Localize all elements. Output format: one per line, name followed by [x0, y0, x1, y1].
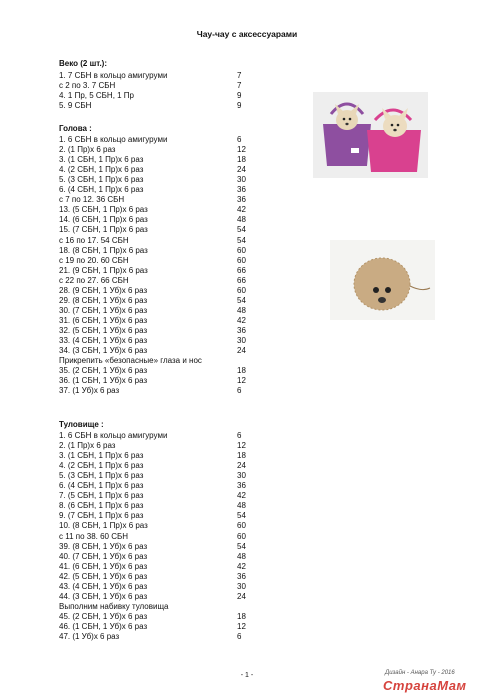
pattern-row-stitch-count: 24	[237, 346, 246, 356]
pattern-row-stitch-count: 66	[237, 265, 246, 275]
pattern-row-text: 9. (7 СБН, 1 Пр)х 6 раз	[59, 511, 144, 521]
pattern-row-text: с 7 по 12. 36 СБН	[59, 195, 125, 205]
pattern-row-text: 46. (1 СБН, 1 Уб)х 6 раз	[59, 621, 148, 631]
pattern-row-stitch-count: 9	[237, 91, 242, 101]
pattern-row-text: 6. (4 СБН, 1 Пр)х 6 раз	[59, 185, 144, 195]
pattern-row-text: 30. (7 СБН, 1 Уб)х 6 раз	[59, 305, 148, 315]
pattern-row-stitch-count: 48	[237, 551, 246, 561]
pattern-row-text: 40. (7 СБН, 1 Уб)х 6 раз	[59, 551, 148, 561]
pattern-row-stitch-count: 18	[237, 366, 246, 376]
pattern-row-text: 34. (3 СБН, 1 Уб)х 6 раз	[59, 346, 148, 356]
pattern-row-text: 5. (3 СБН, 1 Пр)х 6 раз	[59, 175, 144, 185]
pattern-row-stitch-count: 60	[237, 521, 246, 531]
pattern-row-text: 32. (5 СБН, 1 Уб)х 6 раз	[59, 325, 148, 335]
section-heading: Туловище :	[59, 420, 104, 429]
pattern-row-stitch-count: 60	[237, 245, 246, 255]
pattern-row-text: 39. (8 СБН, 1 Уб)х 6 раз	[59, 541, 148, 551]
pattern-row-text: 18. (8 СБН, 1 Пр)х 6 раз	[59, 245, 148, 255]
pattern-row-text: с 11 по 38. 60 СБН	[59, 531, 129, 541]
pattern-row-text: 4. (2 СБН, 1 Пр)х 6 раз	[59, 165, 144, 175]
pattern-row-text: 5. 9 СБН	[59, 101, 92, 111]
pattern-row-text: 33. (4 СБН, 1 Уб)х 6 раз	[59, 336, 148, 345]
pattern-row-text: 42. (5 СБН, 1 Уб)х 6 раз	[59, 571, 148, 581]
pattern-row-stitch-count: 36	[237, 185, 246, 195]
pattern-row-text: 35. (2 СБН, 1 Уб)х 6 раз	[59, 366, 148, 376]
pattern-row-stitch-count: 60	[237, 285, 246, 295]
pattern-row-text: 1. 6 СБН в кольцо амигуруми	[59, 135, 168, 144]
chow-chow-in-bags-photo	[313, 92, 428, 178]
pattern-row-stitch-count: 54	[237, 235, 246, 245]
pattern-row-text: 1. 7 СБН в кольцо амигуруми	[59, 71, 168, 80]
pattern-row-stitch-count: 42	[237, 315, 246, 325]
pattern-row-stitch-count: 6	[237, 632, 242, 641]
page-title: Чау-чау с аксессуарами	[196, 29, 298, 39]
pattern-row-text: 14. (6 СБН, 1 Пр)х 6 раз	[59, 215, 148, 225]
section-heading: Веко (2 шт.):	[59, 59, 108, 68]
pattern-row-stitch-count: 9	[237, 101, 242, 111]
pattern-row-text: 10. (8 СБН, 1 Пр)х 6 раз	[59, 521, 148, 531]
pattern-row-stitch-count: 18	[237, 611, 246, 621]
pattern-row-text: 4. (2 СБН, 1 Пр)х 6 раз	[59, 461, 144, 471]
pattern-row-text: 4. 1 Пр, 5 СБН, 1 Пр	[59, 91, 135, 101]
pattern-row-text: 29. (8 СБН, 1 Уб)х 6 раз	[59, 295, 148, 305]
pattern-row-stitch-count: 7	[237, 81, 242, 91]
pattern-row-stitch-count: 30	[237, 175, 246, 185]
pattern-row-text: 36. (1 СБН, 1 Уб)х 6 раз	[59, 376, 148, 386]
pattern-row-stitch-count: 66	[237, 275, 246, 285]
pattern-row-stitch-count: 60	[237, 255, 246, 265]
pattern-row-stitch-count: 60	[237, 531, 246, 541]
pattern-row-text: 15. (7 СБН, 1 Пр)х 6 раз	[59, 225, 148, 235]
designer-credit: Дизайн - Анара Ту - 2016	[385, 670, 455, 676]
pattern-row-text: 45. (2 СБН, 1 Уб)х 6 раз	[59, 611, 148, 621]
pattern-row-text: 5. (3 СБН, 1 Пр)х 6 раз	[59, 471, 144, 481]
pattern-row-stitch-count: 36	[237, 481, 246, 491]
pattern-row-text: 13. (5 СБН, 1 Пр)х 6 раз	[59, 205, 148, 215]
pattern-row-stitch-count: 12	[237, 621, 246, 631]
pattern-row-stitch-count: 36	[237, 325, 246, 335]
pattern-row-stitch-count: 18	[237, 155, 246, 165]
pattern-row-stitch-count: 12	[237, 145, 246, 155]
pattern-row-text: 37. (1 Уб)х 6 раз	[59, 386, 120, 396]
pattern-row-stitch-count: 6	[237, 431, 242, 440]
pattern-row-text: 3. (1 СБН, 1 Пр)х 6 раз	[59, 155, 144, 165]
pattern-row-text: Выполним набивку туловища	[59, 601, 169, 611]
pattern-row-stitch-count: 30	[237, 336, 246, 345]
site-watermark-logo: СтранаМам	[383, 678, 467, 693]
pattern-row-text: 43. (4 СБН, 1 Уб)х 6 раз	[59, 581, 148, 591]
pattern-row-stitch-count: 36	[237, 195, 246, 205]
pattern-row-stitch-count: 6	[237, 386, 242, 396]
pattern-row-text: с 16 по 17. 54 СБН	[59, 235, 129, 245]
pattern-row-stitch-count: 48	[237, 501, 246, 511]
pattern-row-stitch-count: 42	[237, 561, 246, 571]
pattern-row-stitch-count: 54	[237, 225, 246, 235]
pattern-row-text: 8. (6 СБН, 1 Пр)х 6 раз	[59, 501, 144, 511]
pattern-row-stitch-count: 30	[237, 471, 246, 481]
pattern-row-text: 2. (1 Пр)х 6 раз	[59, 145, 116, 155]
pattern-row-text: 44. (3 СБН, 1 Уб)х 6 раз	[59, 591, 148, 601]
pattern-row-text: 21. (9 СБН, 1 Пр)х 6 раз	[59, 265, 148, 275]
pattern-row-stitch-count: 36	[237, 571, 246, 581]
pattern-row-stitch-count: 54	[237, 511, 246, 521]
section-heading: Голова :	[59, 124, 92, 133]
pattern-row-stitch-count: 54	[237, 541, 246, 551]
pattern-row-stitch-count: 42	[237, 205, 246, 215]
pattern-row-text: 41. (6 СБН, 1 Уб)х 6 раз	[59, 561, 148, 571]
pattern-row-text: 6. (4 СБН, 1 Пр)х 6 раз	[59, 481, 144, 491]
pattern-row-stitch-count: 12	[237, 376, 246, 386]
pattern-row-stitch-count: 12	[237, 441, 246, 451]
pattern-row-stitch-count: 54	[237, 295, 246, 305]
pattern-row-stitch-count: 6	[237, 135, 242, 144]
pattern-row-text: 1. 6 СБН в кольцо амигуруми	[59, 431, 168, 440]
pattern-row-text: 2. (1 Пр)х 6 раз	[59, 441, 116, 451]
page-number: - 1 -	[240, 672, 254, 679]
pattern-row-stitch-count: 48	[237, 215, 246, 225]
pattern-row-stitch-count: 7	[237, 71, 242, 80]
pattern-row-stitch-count: 24	[237, 461, 246, 471]
pattern-row-stitch-count: 18	[237, 451, 246, 461]
crochet-head-photo	[330, 240, 435, 320]
pattern-row-stitch-count: 48	[237, 305, 246, 315]
pattern-row-text: 3. (1 СБН, 1 Пр)х 6 раз	[59, 451, 144, 461]
pattern-row-stitch-count: 30	[237, 581, 246, 591]
pattern-row-text: 47. (1 Уб)х 6 раз	[59, 632, 120, 641]
pattern-row-text: 28. (9 СБН, 1 Уб)х 6 раз	[59, 285, 148, 295]
pattern-row-text: 31. (6 СБН, 1 Уб)х 6 раз	[59, 315, 148, 325]
pattern-row-text: Прикрепить «безопасные» глаза и нос	[59, 356, 202, 366]
pattern-row-text: с 2 по 3. 7 СБН	[59, 81, 116, 91]
pattern-row-text: 7. (5 СБН, 1 Пр)х 6 раз	[59, 491, 144, 501]
pattern-row-stitch-count: 24	[237, 165, 246, 175]
pattern-row-stitch-count: 42	[237, 491, 246, 501]
pattern-row-text: с 22 по 27. 66 СБН	[59, 275, 129, 285]
pattern-row-stitch-count: 24	[237, 591, 246, 601]
pattern-row-text: с 19 по 20. 60 СБН	[59, 255, 129, 265]
